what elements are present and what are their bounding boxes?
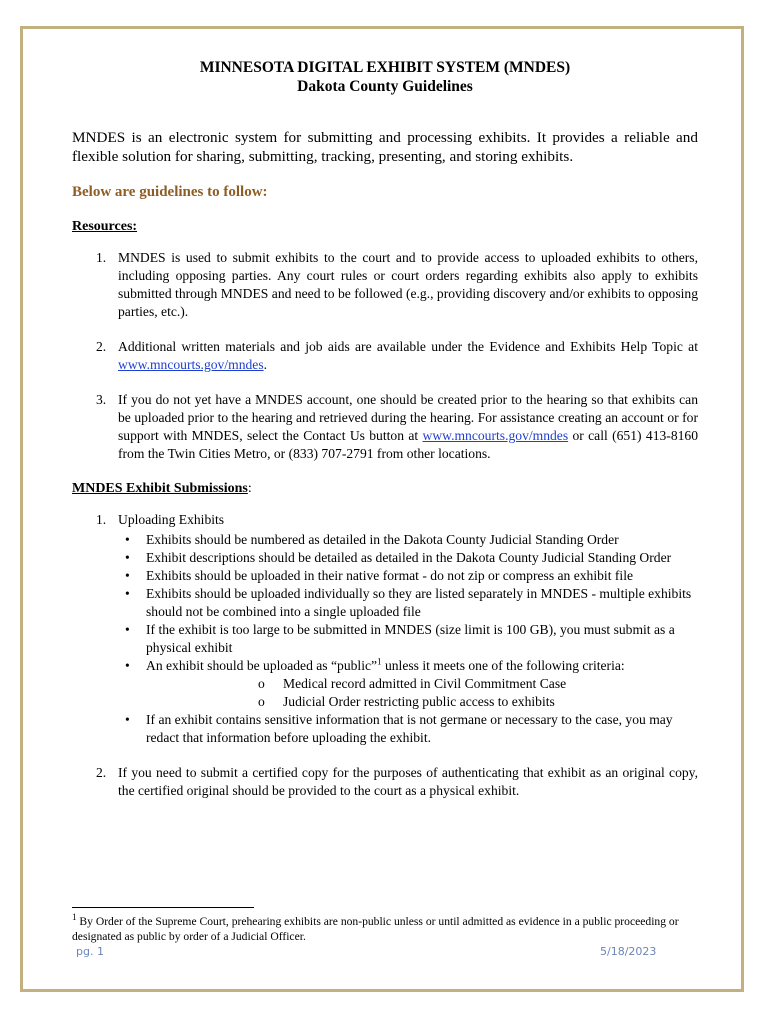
resources-heading: Resources: <box>72 219 138 234</box>
list-item <box>72 511 698 747</box>
bullet-text: Exhibits should be numbered as detailed in the Dakota County Judicial Standing Order <box>146 532 619 547</box>
bullet-text: Exhibits should be uploaded in their native format - do not zip or compress an exhibit file <box>146 568 633 583</box>
list-item-text-end: or call (651) 413-8160 from the Twin Cities Metro, or (833) 707-2791 from other locations. <box>118 428 699 461</box>
bullet-icon: • <box>125 532 130 547</box>
bullet-text: An exhibit should be uploaded as “public” <box>146 658 378 673</box>
title-line-2: Dakota County Guidelines <box>297 78 473 95</box>
hollow-bullet-icon: o <box>258 694 265 709</box>
list-item <box>72 338 698 374</box>
footer-date: 5/18/2023 <box>600 945 657 958</box>
criteria-item <box>146 675 698 693</box>
resources-list <box>72 249 698 463</box>
bullet-item <box>118 711 698 747</box>
bullet-text: Exhibits should be uploaded individually so they are listed separately in MNDES - multiple exhibits should not be combined into a single uploaded file <box>146 586 692 619</box>
bullet-icon: • <box>125 550 130 565</box>
bullet-item <box>118 621 698 657</box>
submissions-list <box>72 511 698 800</box>
list-number: 1. <box>96 250 107 265</box>
submissions-heading-colon: : <box>247 481 252 496</box>
criteria-text: Judicial Order restricting public access to exhibits <box>283 694 555 709</box>
bullet-item <box>118 585 698 621</box>
bullet-text: If an exhibit contains sensitive information that is not germane or necessary to the case, you may redact that information before uploading the exhibit. <box>146 712 673 745</box>
list-item <box>72 249 698 321</box>
submissions-heading: MNDES Exhibit Submissions <box>72 481 248 496</box>
intro-paragraph: MNDES is an electronic system for submitting and processing exhibits. It provides a reliable and flexible solution for sharing, submitting, tracking, presenting, and storing exhibits. <box>72 129 698 165</box>
document-body <box>72 58 698 817</box>
criteria-text: Medical record admitted in Civil Commitment Case <box>283 676 567 691</box>
footnote-text: By Order of the Supreme Court, prehearing exhibits are non-public unless or until admitted as evidence in a public proceeding or designated as public by order of a Judicial Officer. <box>72 915 679 943</box>
bullet-text: Exhibit descriptions should be detailed as detailed in the Dakota County Judicial Standing Order <box>146 550 672 565</box>
bullet-icon: • <box>125 622 130 637</box>
list-item-label: Uploading Exhibits <box>118 512 225 527</box>
list-item-text: If you do not yet have a MNDES account, one should be created prior to the hearing so that exhibits can be uploaded prior to the hearing and retrieved during the hearing. For assistance creating an account or for support with MNDES, select the Contact Us button at <box>118 392 698 443</box>
bullet-icon: • <box>125 568 130 583</box>
list-item <box>72 764 698 800</box>
bullet-list <box>118 531 698 747</box>
criteria-list <box>146 675 698 711</box>
bullet-text-end: unless it meets one of the following criteria: <box>381 658 625 673</box>
mndes-link[interactable]: www.mncourts.gov/mndes <box>118 357 264 372</box>
footnote <box>72 914 698 944</box>
list-item-text: Additional written materials and job aids are available under the Evidence and Exhibits Help Topic at <box>118 339 698 354</box>
list-item <box>72 391 698 463</box>
bullet-text: If the exhibit is too large to be submitted in MNDES (size limit is 100 GB), you must submit as a physical exhibit <box>146 622 675 655</box>
footnote-ref[interactable]: 1 <box>377 656 382 667</box>
page-number: pg. 1 <box>76 945 104 958</box>
bullet-item <box>118 567 698 585</box>
list-item-text: If you need to submit a certified copy for the purposes of authenticating that exhibit as an original copy, the certified original should be provided to the court as a physical exhibit. <box>118 765 698 798</box>
bullet-item <box>118 531 698 549</box>
list-number: 1. <box>96 512 107 527</box>
bullet-icon: • <box>125 712 130 727</box>
bullet-icon: • <box>125 658 130 673</box>
list-item-text-end: . <box>263 357 268 372</box>
mndes-link[interactable]: www.mncourts.gov/mndes <box>422 428 569 443</box>
bullet-icon: • <box>125 586 130 601</box>
submissions-heading-wrap <box>72 481 698 497</box>
guidelines-heading: Below are guidelines to follow: <box>72 184 268 200</box>
footnote-divider <box>72 907 254 908</box>
list-number: 2. <box>96 765 107 780</box>
criteria-item <box>146 693 698 711</box>
footnote-marker: 1 <box>72 912 77 923</box>
bullet-item <box>118 549 698 567</box>
hollow-bullet-icon: o <box>258 676 265 691</box>
document-title <box>72 58 698 96</box>
list-number: 2. <box>96 339 107 354</box>
bullet-item <box>118 657 698 711</box>
title-line-1: MINNESOTA DIGITAL EXHIBIT SYSTEM (MNDES) <box>199 59 571 76</box>
list-number: 3. <box>96 392 107 407</box>
list-item-text: MNDES is used to submit exhibits to the court and to provide access to uploaded exhibits to others, including opposing parties. Any court rules or court orders regarding exhibits also apply to exhibits submitted through MNDES and need to be followed (e.g., providing discovery and/or exhibits to opposing parties, etc.). <box>118 250 698 319</box>
